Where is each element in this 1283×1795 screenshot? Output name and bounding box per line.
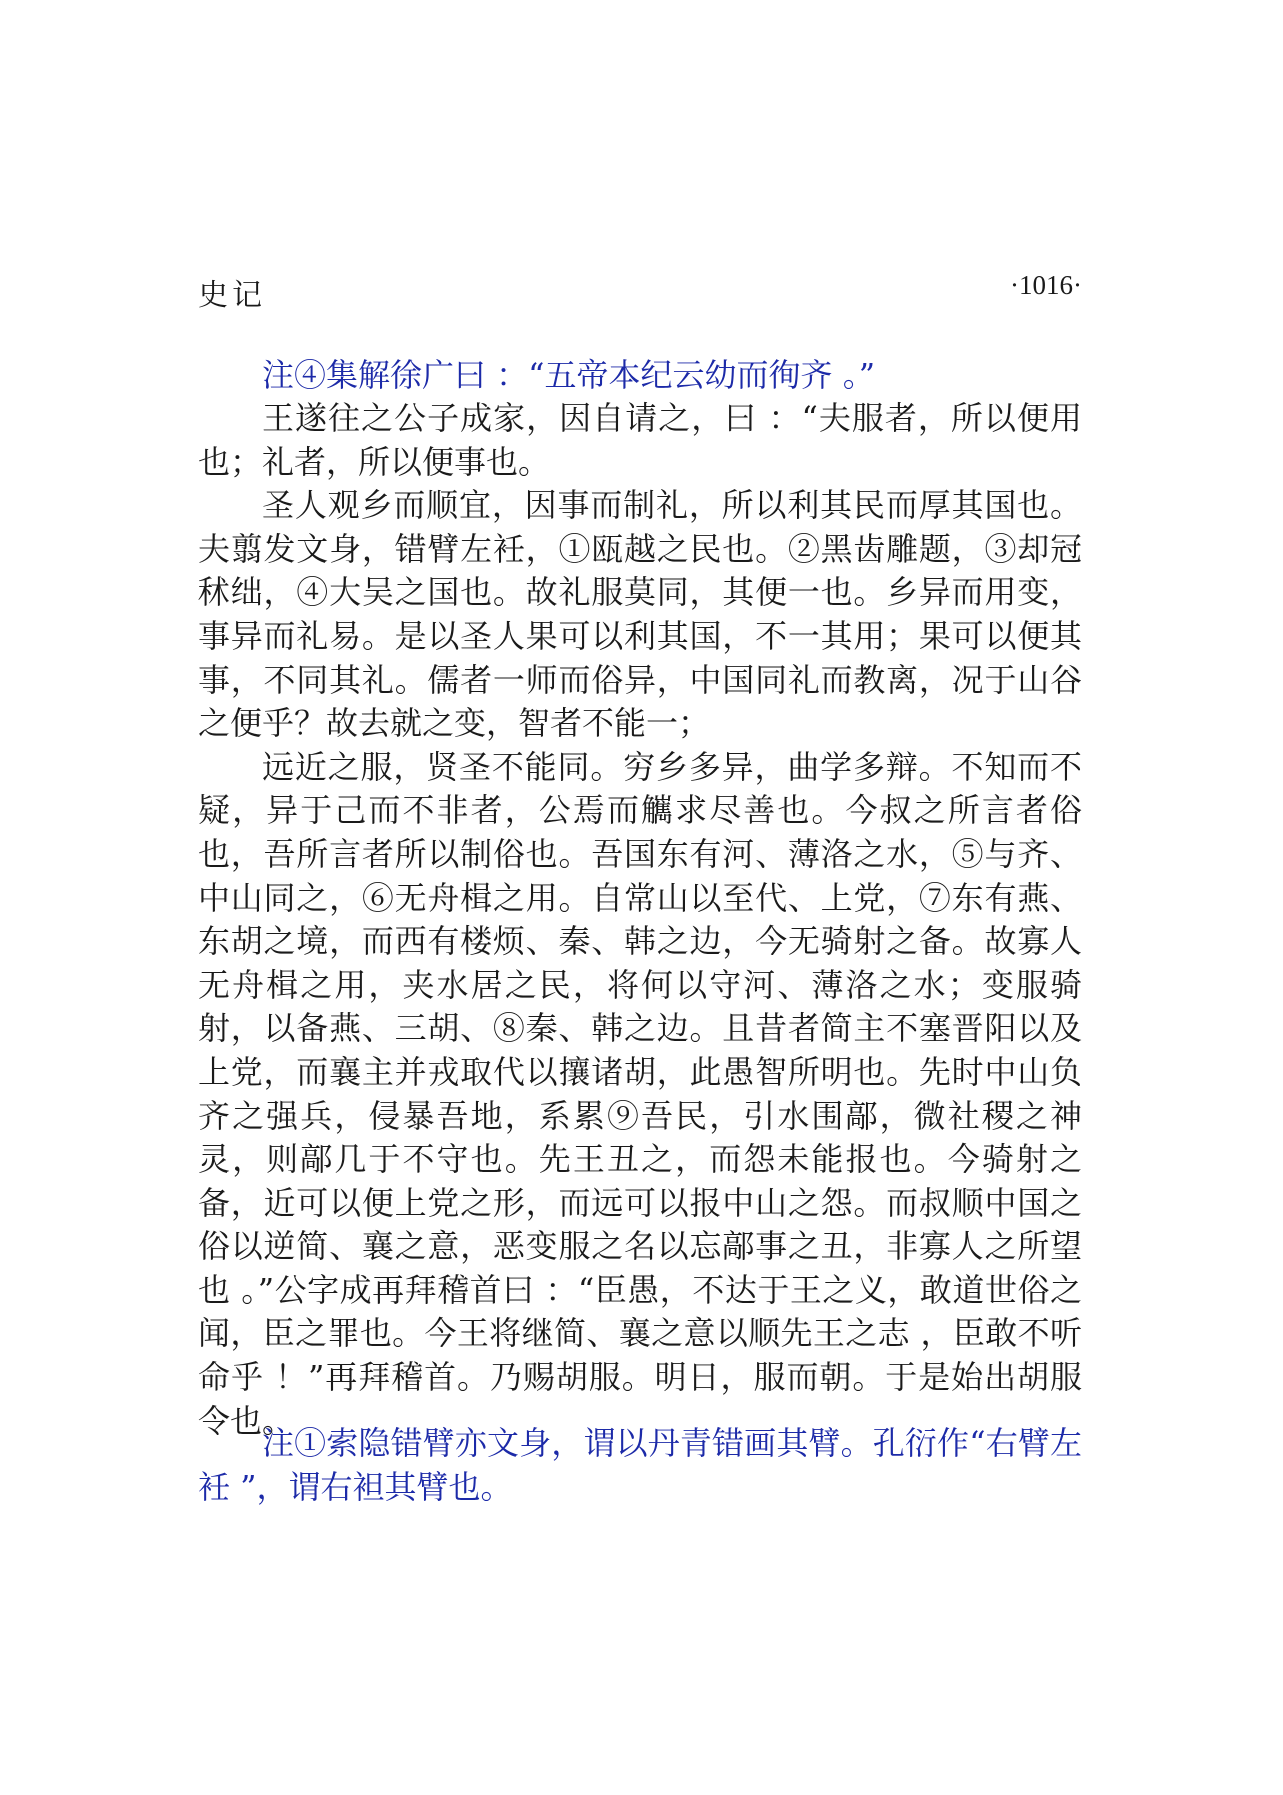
book-title: 史记: [198, 278, 266, 313]
note-paragraph: 注④集解徐广曰 ：“五帝本纪云幼而徇齐 。”: [262, 356, 876, 394]
paragraph-1: 王遂往之公子成家，因自请之，曰 ：“夫服者，所以便用也；礼者，所以便事也。: [198, 399, 1082, 481]
note-paragraph: 注①索隐错臂亦文身，谓以丹青错画其臂。孔衍作“右臂左衽 ”，谓右袒其臂也。: [198, 1424, 1082, 1506]
page-header: [198, 270, 1082, 313]
main-text: [198, 397, 1082, 1443]
paragraph-3: 远近之服，贤圣不能同。穷乡多异，曲学多辩。不知而不疑，异于己而不非者，公焉而觽求尽善也。今叔之所言者俗也，吾所言者所以制俗也。吾国东有河、薄洛之水，⑤与齐、中山同之，⑥无舟楫之用。自常山以至代、上党，⑦东有燕、东胡之境，而西有楼烦、秦、韩之边，今无骑射之备。故寡人无舟楫之用，夹水居之民，将何以守河、薄洛之水；变服骑射，以备燕、三胡、⑧秦、韩之边。且昔者简主不塞晋阳以及上党，而襄主并戎取代以攘诸胡，此愚智所明也。先时中山负齐之强兵，侵暴吾地，系累⑨吾民，引水围鄗，微社稷之神灵，则鄗几于不守也。先王丑之，而怨未能报也。今骑射之备，近可以便上党之形，而远可以报中山之怨。而叔顺中国之俗以逆简、襄之意，恶变服之名以忘鄗事之丑，非寡人之所望也 。”公字成再拜稽首曰 ：“臣愚，不达于王之义，敢道世俗之闻，臣之罪也。今王将继简、襄之意以顺先王之志 ，臣敢不听命乎 ！”再拜稽首。乃赐胡服。明日，服而朝。于是始出胡服令也。: [198, 747, 1082, 1440]
footnote-top: [198, 354, 1082, 398]
paragraph-2: 圣人观乡而顺宜，因事而制礼，所以利其民而厚其国也。夫翦发文身，错臂左衽，①瓯越之民也。②黑齿雕题，③却冠秫绌，④大吴之国也。故礼服莫同，其便一也。乡异而用变，事异而礼易。是以圣人果可以利其国，不一其用；果可以便其事，不同其礼。儒者一师而俗异，中国同礼而教离，况于山谷之便乎？故去就之变，智者不能一；: [198, 486, 1082, 743]
page-number: ·1016·: [1010, 270, 1082, 300]
footnote-bottom: [198, 1422, 1082, 1509]
